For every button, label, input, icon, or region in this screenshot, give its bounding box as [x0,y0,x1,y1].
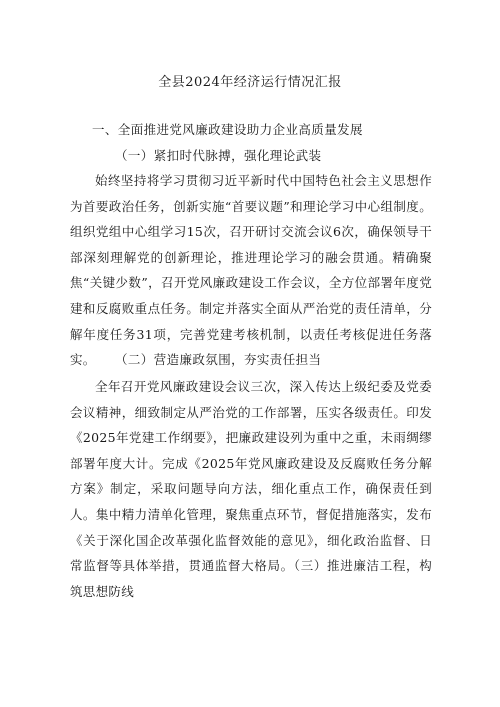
section-heading: 一、全面推进党风廉政建设助力企业高质量发展 [92,122,363,137]
body-paragraph-1: 始终坚持将学习贯彻习近平新时代中国特色社会主义思想作为首要政治任务，创新实施“首要议题”和理论学习中心组制度。组织党组中心组学习15次，召开研讨交流会议6次，确保领导干部深刻理解党的创新理论，推进理论学习的融会贯通。精确聚焦“关键少数”，召开党风廉政建设工作会议，全方位部署年度党建和反腐败重点任务。制定并落实全面从严治党的责任清单，分解年度任务31项，完善党建考核机制，以责任考核促进任务落实。 [70,173,432,368]
subsection-heading-2: （二）营造廉政氛围，夯实责任担当 [115,352,322,367]
subsection-heading-1: （一）紧扣时代脉搏，强化理论武装 [115,148,322,163]
document-title: 全县2024年经济运行情况汇报 [158,75,342,90]
body-paragraph-2: 全年召开党风廉政建设会议三次，深入传达上级纪委及党委会议精神，细致制定从严治党的工作部署，压实各级责任。印发《2025年党建工作纲要》，把廉政建设列为重中之重，未雨绸缪部署年度大计。完成《2025年党风廉政建设及反腐败任务分解方案》制定，采取问题导向方法，细化重点工作，确保责任到人。集中精力清单化管理，聚焦重点环节，督促措施落实，发布《关于深化国企改革强化监督效能的意见》，细化政治监督、日常监督等具体举措，贯通监督大格局。（三）推进廉洁工程，构筑思想防线 [70,379,432,599]
